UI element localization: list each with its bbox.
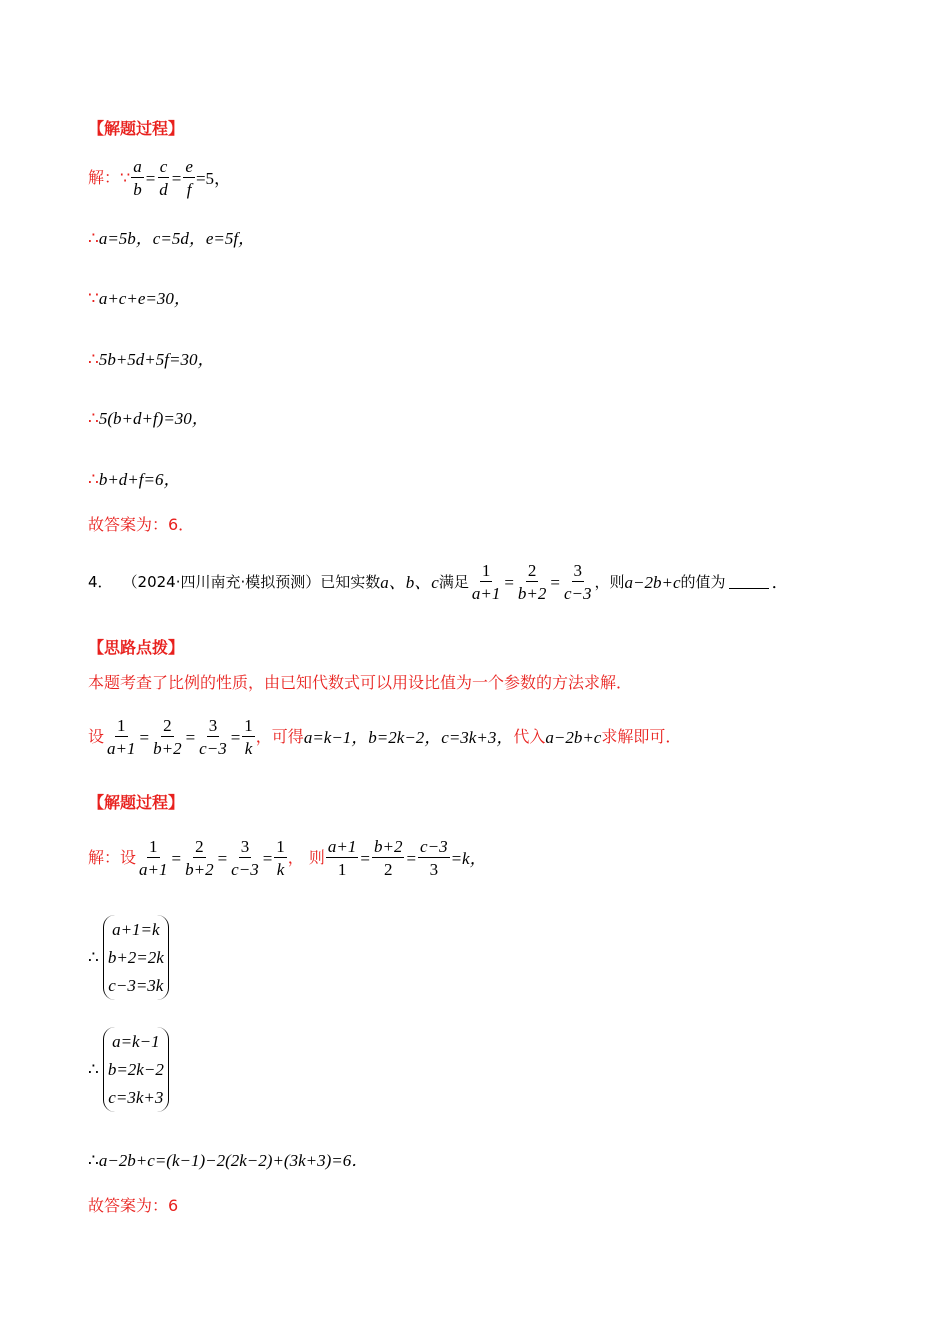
hint-fraction-3: $\frac{3}{c-3}$ [199,716,227,758]
equation-system-2: a=k−1 b=2k−2 c=3k+3 [103,1027,169,1112]
fraction-c-d: $\frac{c}{d}$ [159,157,168,199]
fraction-a-b: $\frac{a}{b}$ [133,157,142,199]
hint-fraction-1: $\frac{1}{a+1}$ [107,716,136,758]
solution-line-3: ∵ a+c+e=30， [88,289,191,308]
fraction-e-f: $\frac{e}{f}$ [185,157,193,199]
sol2-fraction-2: $\frac{2}{b+2}$ [185,837,214,879]
problem-4: 4． （2024·四川南充·模拟预测） 已知实数 a、b、c 满足 $\frac{1}{a+1}$ = $\frac{2}{b+2}$ = $\frac{3}{c-3}$ ，则 a−2b+c 的值为 ． [88,561,789,603]
solution-header-2: 【解题过程】 [88,793,185,812]
equation-system-1: a+1=k b+2=2k c−3=3k [103,915,169,1000]
sol2-fraction-b2: $\frac{b+2}{2}$ [373,837,403,879]
sol2-fraction-k: $\frac{1}{k}$ [276,837,285,879]
system-2: ∴ a=k−1 b=2k−2 c=3k+3 [88,1027,169,1112]
solution-header-1: 【解题过程】 [88,119,185,138]
sol2-fraction-a1: $\frac{a+1}{1}$ [327,837,357,879]
answer-blank[interactable] [729,587,769,589]
hint-fraction-2: $\frac{2}{b+2}$ [153,716,182,758]
solution2-line-1: 解：设 $\frac{1}{a+1}$ = $\frac{2}{b+2}$ = $\frac{3}{c-3}$ = $\frac{1}{k}$ ， 则 $\frac{a+1}{1}$ = $\frac{b+2}{2}$ = $\frac{c-3}{3}$ =k， [88,837,487,879]
sol2-fraction-1: $\frac{1}{a+1}$ [139,837,168,879]
fraction-3-c: $\frac{3}{c-3}$ [564,561,592,603]
hint-line-1: 本题考查了比例的性质，由已知代数式可以用设比值为一个参数的方法求解． [88,673,633,692]
answer-1: 故答案为：6． [88,515,195,534]
hint-line-2: 设 $\frac{1}{a+1}$ = $\frac{2}{b+2}$ = $\frac{3}{c-3}$ = $\frac{1}{k}$ ，可得 a=k−1，b=2k−2，c=3k+3， 代入 a−2b+c 求解即可． [88,716,682,758]
solution-line-5: ∴ 5(b+d+f)=30， [88,409,209,428]
sol2-fraction-3: $\frac{3}{c-3}$ [231,837,259,879]
fraction-2-b: $\frac{2}{b+2}$ [517,561,547,603]
fraction-1-a: $\frac{1}{a+1}$ [471,561,501,603]
sol2-fraction-c3: $\frac{c-3}{3}$ [420,837,448,879]
system-1: ∴ a+1=k b+2=2k c−3=3k [88,915,169,1000]
hint-header: 【思路点拨】 [88,638,185,657]
answer-2: 故答案为：6 [88,1196,179,1215]
solution2-final: ∴ a−2b+c=(k−1)−2(2k−2)+(3k+3)=6． [88,1151,369,1170]
solution-line-2: ∴ a=5b，c=5d，e=5f， [88,229,256,248]
hint-fraction-k: $\frac{1}{k}$ [244,716,253,758]
solution-line-1: 解： ∵ $\frac{a}{b}$ = $\frac{c}{d}$ = $\frac{e}{f}$ =5， [88,157,232,199]
solution-line-4: ∴ 5b+5d+5f=30， [88,350,215,369]
solution-line-6: ∴ b+d+f=6， [88,470,181,489]
